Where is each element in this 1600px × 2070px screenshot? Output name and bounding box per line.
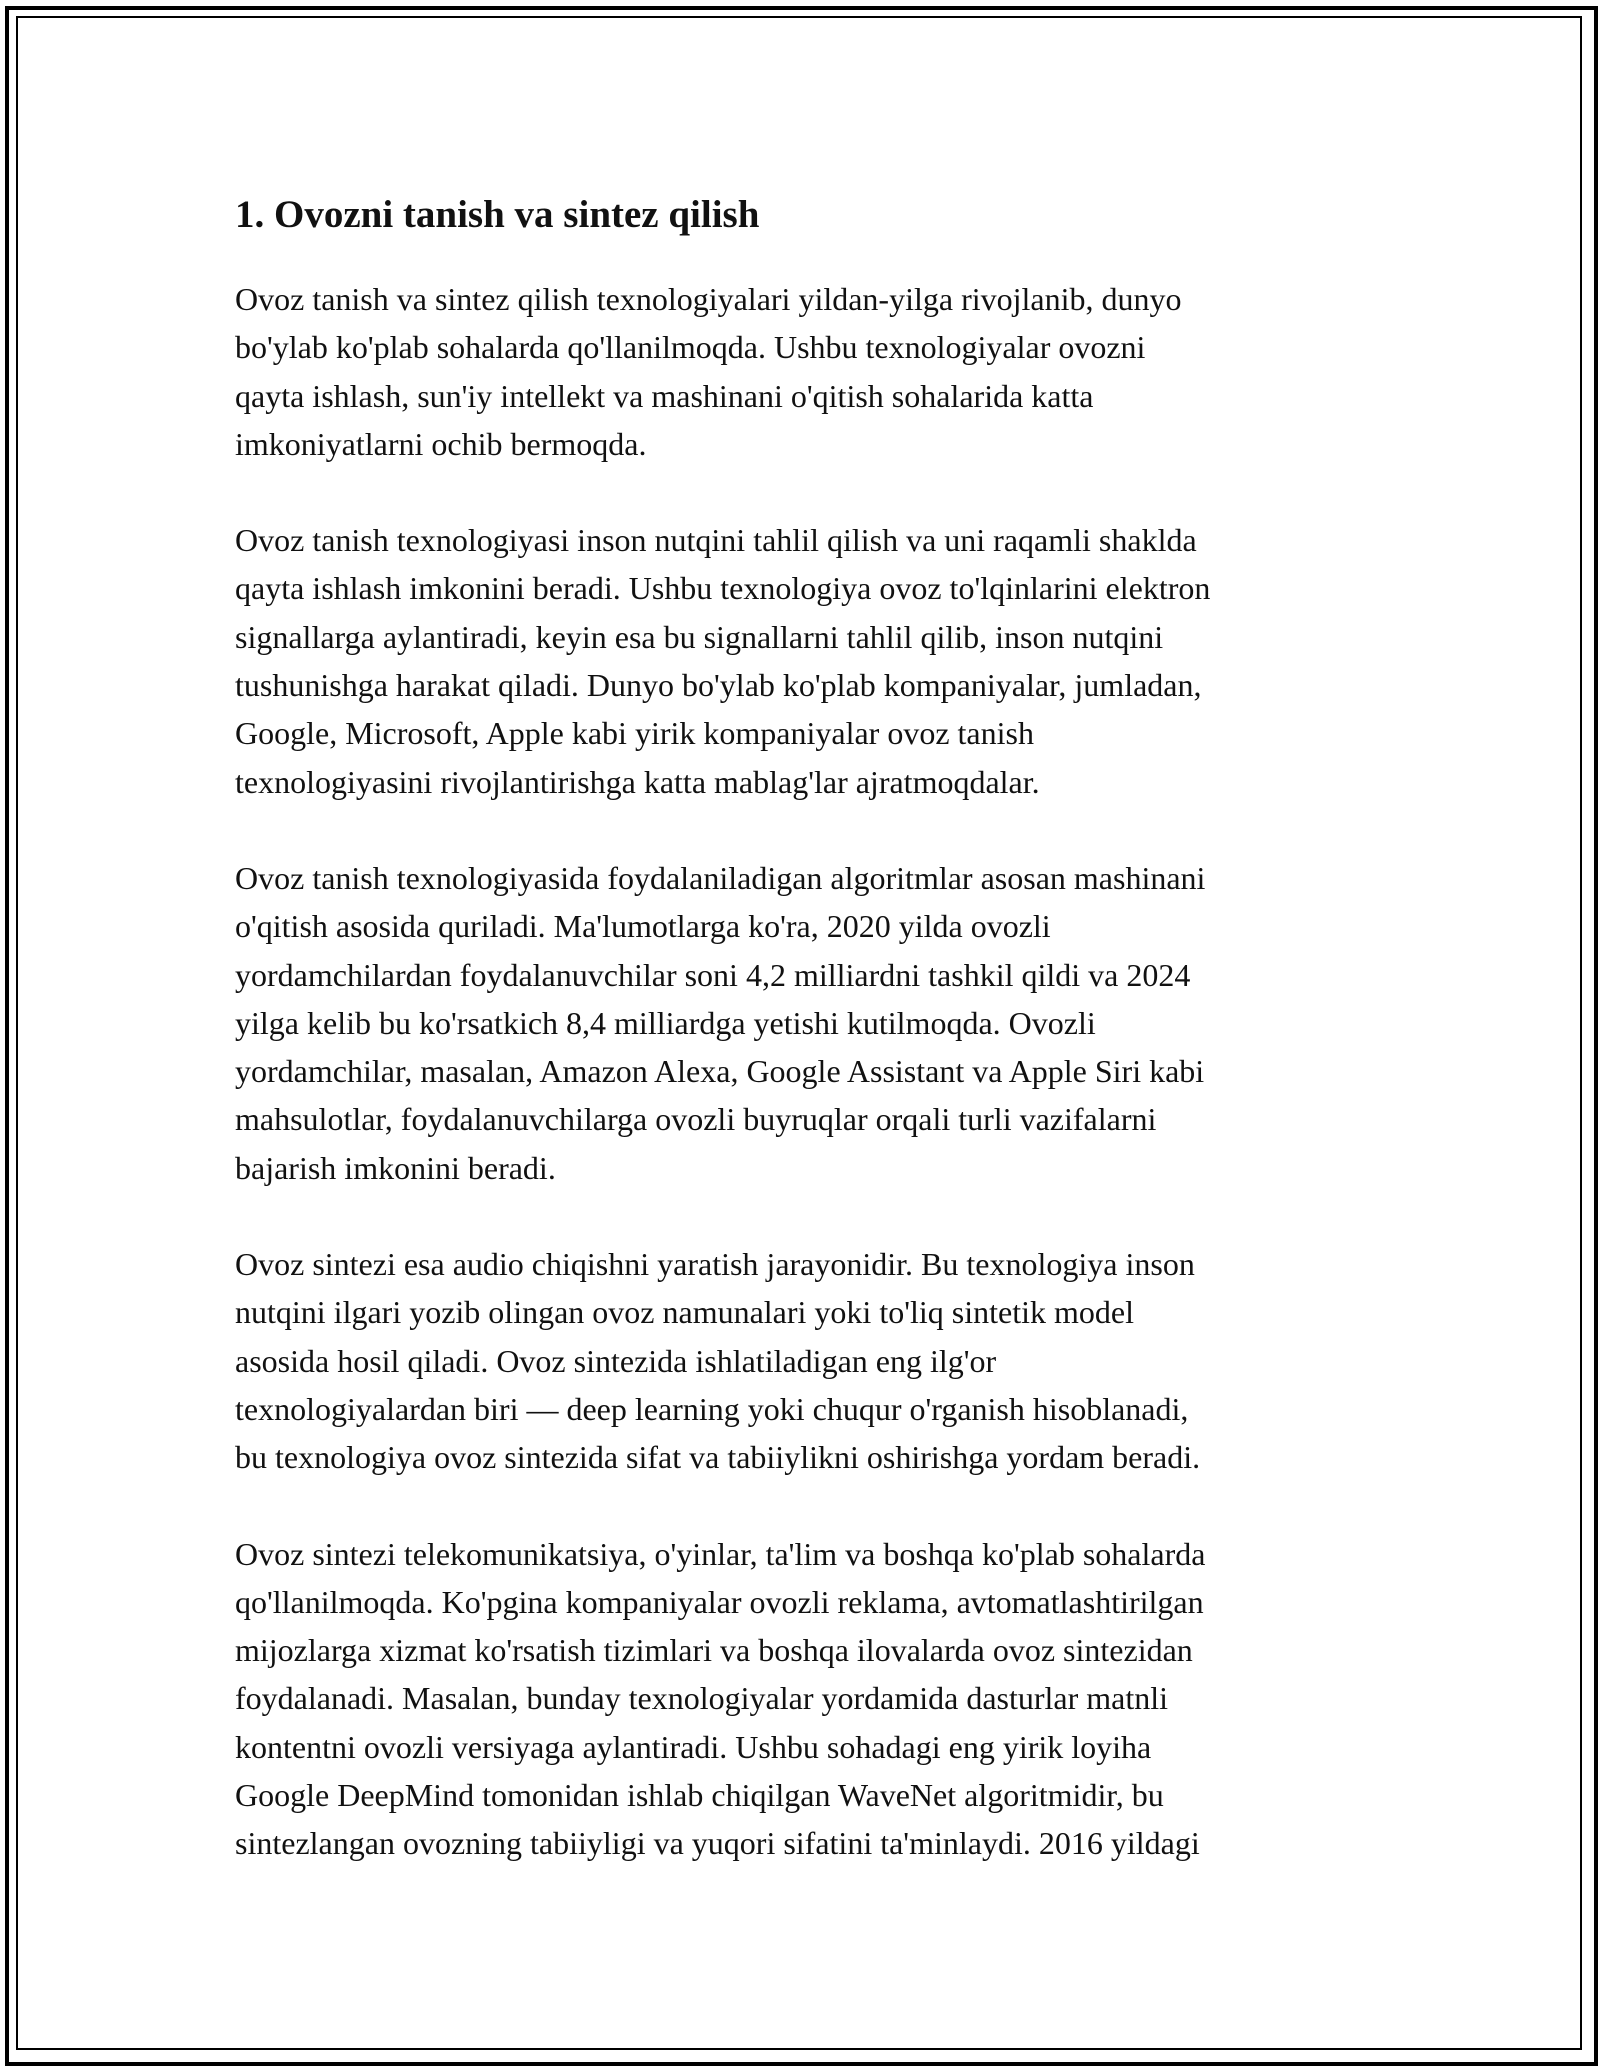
text-line: yilga kelib bu ko'rsatkich 8,4 milliardga yetishi kutilmoqda. Ovozli xyxy=(235,1004,1096,1041)
text-line: sintezlangan ovozning tabiiyligi va yuqori sifatini ta'minlaydi. 2016 yildagi xyxy=(235,1825,1200,1862)
text-line: Google DeepMind tomonidan ishlab chiqilgan WaveNet algoritmidir, bu xyxy=(235,1777,1164,1814)
text-line: Ovoz sintezi esa audio chiqishni yaratish jarayonidir. Bu texnologiya inson xyxy=(235,1246,1195,1283)
paragraph-speech-synthesis xyxy=(235,1240,1385,1481)
paragraph-speech-recognition xyxy=(235,516,1385,806)
text-line: Ovoz tanish va sintez qilish texnologiyalari yildan-yilga rivojlanib, dunyo xyxy=(235,281,1182,317)
text-line: yordamchilardan foydalanuvchilar soni 4,2 milliardni tashkil qildi va 2024 xyxy=(235,956,1191,993)
text-line: texnologiyalardan biri — deep learning yoki chuqur o'rganish hisoblanadi, xyxy=(235,1390,1189,1427)
text-line: texnologiyasini rivojlantirishga katta mablag'lar ajratmoqdalar. xyxy=(235,763,1040,800)
text-line: kontentni ovozli versiyaga aylantiradi. Ushbu sohadagi eng yirik loyiha xyxy=(235,1728,1152,1765)
section-heading: 1. Ovozni tanish va sintez qilish xyxy=(235,193,760,236)
text-line: yordamchilar, masalan, Amazon Alexa, Google Assistant va Apple Siri kabi xyxy=(235,1053,1205,1090)
text-line: Google, Microsoft, Apple kabi yirik kompaniyalar ovoz tanish xyxy=(235,715,1034,752)
paragraph-applications xyxy=(235,1530,1385,1868)
paragraph-algorithms xyxy=(235,854,1385,1192)
text-line: bajarish imkonini beradi. xyxy=(235,1149,556,1186)
text-line: tushunishga harakat qiladi. Dunyo bo'ylab ko'plab kompaniyalar, jumladan, xyxy=(235,667,1202,704)
text-line: o'qitish asosida quriladi. Ma'lumotlarga ko'ra, 2020 yilda ovozli xyxy=(235,908,1051,945)
text-line: Ovoz sintezi telekomunikatsiya, o'yinlar, ta'lim va boshqa ko'plab sohalarda xyxy=(235,1535,1206,1572)
text-line: asosida hosil qiladi. Ovoz sintezida ishlatiladigan eng ilg'or xyxy=(235,1342,997,1379)
text-line: foydalanadi. Masalan, bunday texnologiyalar yordamida dasturlar matnli xyxy=(235,1680,1169,1717)
text-line: mijozlarga xizmat ko'rsatish tizimlari va boshqa ilovalarda ovoz sintezidan xyxy=(235,1632,1193,1669)
text-line: bu texnologiya ovoz sintezida sifat va tabiiylikni oshirishga yordam beradi. xyxy=(235,1439,1201,1476)
text-line: signallarga aylantiradi, keyin esa bu signallarni tahlil qilib, inson nutqini xyxy=(235,618,1164,655)
text-line: qayta ishlash, sun'iy intellekt va mashinani o'qitish sohalarida katta xyxy=(235,377,1094,414)
text-line: Ovoz tanish texnologiyasi inson nutqini tahlil qilish va uni raqamli shakldа xyxy=(235,522,1197,559)
text-line: nutqini ilgari yozib olingan ovoz namunalari yoki to'liq sintetik model xyxy=(235,1294,1134,1331)
paragraph-intro xyxy=(235,275,1385,468)
text-line: Ovoz tanish texnologiyasida foydalaniladigan algoritmlar asosan mashinani xyxy=(235,859,1206,896)
text-line: qayta ishlash imkonini beradi. Ushbu texnologiya ovoz to'lqinlarini elektron xyxy=(235,570,1211,607)
text-line: bo'ylab ko'plab sohalarda qo'llanilmoqda. Ushbu texnologiyalar ovozni xyxy=(235,329,1146,366)
document-body xyxy=(235,183,1385,1916)
text-line: imkoniyatlarni ochib bermoqda. xyxy=(235,425,647,462)
text-line: mahsulotlar, foydalanuvchilarga ovozli buyruqlar orqali turli vazifalarni xyxy=(235,1101,1157,1138)
text-line: qo'llanilmoqda. Ko'pgina kompaniyalar ovozli reklama, avtomatlashtirilgan xyxy=(235,1583,1204,1620)
